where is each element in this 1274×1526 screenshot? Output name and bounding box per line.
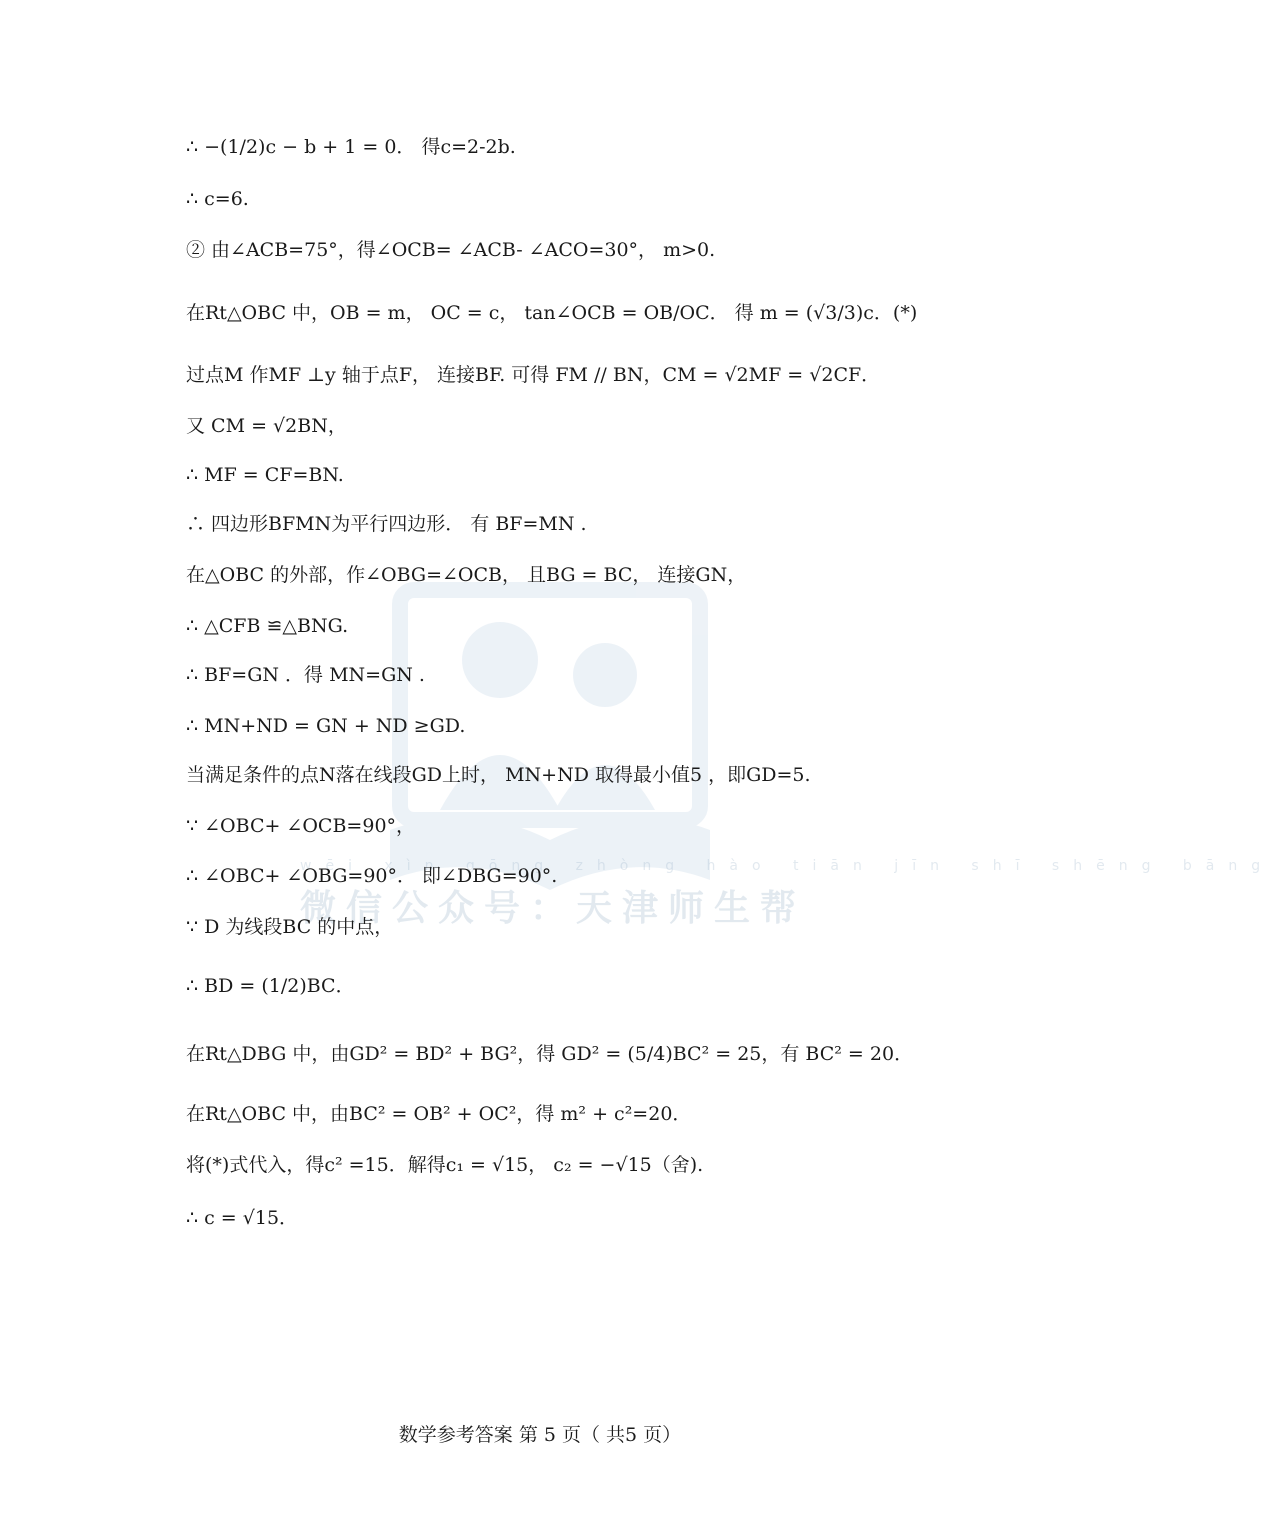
solution-line: ∵ D 为线段BC 的中点， — [186, 916, 394, 938]
solution-line: 当满足条件的点N落在线段GD上时， MN+ND 取得最小值5 ，即GD=5. — [186, 764, 811, 786]
solution-line: 在Rt△OBC 中，OB = m， OC = c， tan∠OCB = OB/OC． 得 m = (√3/3)c．(*) — [186, 302, 918, 324]
solution-line: ∴ −(1/2)c − b + 1 = 0． 得c=2-2b. — [186, 136, 516, 158]
solution-line: 将(*)式代入，得c² =15．解得c₁ = √15， c₂ = −√15（舍). — [186, 1154, 704, 1176]
watermark-pinyin: wēi xìn gōng zhòng hào tiān jīn shī shēng bāng — [300, 858, 1274, 874]
watermark-text: 微信公众号：天津师生帮 — [300, 888, 807, 929]
solution-line: ∴ c = √15． — [186, 1207, 299, 1229]
solution-line: ∴ MF = CF=BN. — [186, 464, 344, 486]
solution-line: ∴ c=6. — [186, 188, 249, 210]
solution-line: 在△OBC 的外部，作∠OBG=∠OCB， 且BG = BC， 连接GN， — [186, 564, 747, 586]
solution-line: 在Rt△OBC 中，由BC² = OB² + OC²，得 m² + c²=20． — [186, 1103, 692, 1125]
solution-line: ∴ ∠OBC+ ∠OBG=90°． 即∠DBG=90°. — [186, 865, 558, 887]
solution-line: ∴ 四边形BFMN为平行四边形． 有 BF=MN . — [186, 513, 587, 535]
solution-line: ② 由∠ACB=75°，得∠OCB= ∠ACB- ∠ACO=30°， m>0. — [186, 239, 716, 261]
page-footer: 数学参考答案 第 5 页（ 共5 页） — [398, 1424, 682, 1446]
solution-line: ∴ MN+ND = GN + ND ≥GD. — [186, 715, 466, 737]
solution-line: 又 CM = √2BN， — [186, 415, 347, 437]
solution-line: ∴ BF=GN ．得 MN=GN . — [186, 664, 425, 686]
solution-line: ∴ BD = (1/2)BC． — [186, 975, 355, 997]
solution-line: ∴ △CFB ≌△BNG. — [186, 615, 349, 637]
solution-line: 在Rt△DBG 中，由GD² = BD² + BG²，得 GD² = (5/4)BC² = 25，有 BC² = 20． — [186, 1043, 914, 1065]
solution-line: 过点M 作MF ⊥y 轴于点F， 连接BF. 可得 FM // BN，CM = √2MF = √2CF． — [186, 364, 881, 386]
solution-line: ∵ ∠OBC+ ∠OCB=90°， — [186, 815, 416, 837]
